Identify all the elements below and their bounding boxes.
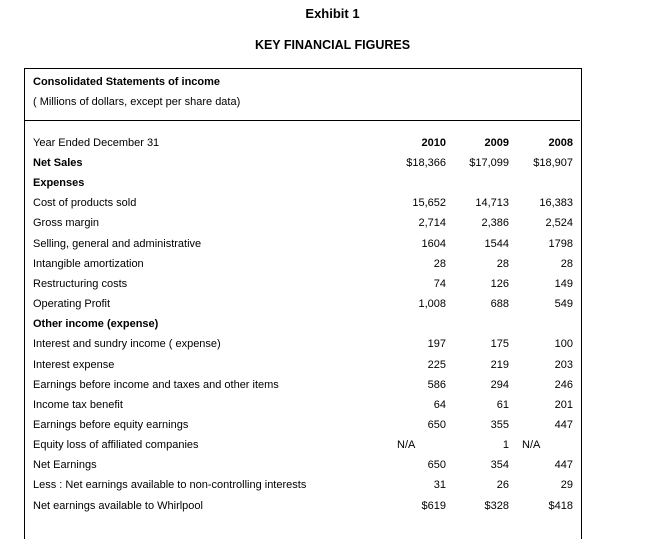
value-2009: 688 xyxy=(490,298,509,311)
table-row xyxy=(33,419,578,439)
value-2009: 219 xyxy=(490,358,509,371)
row-label: Earnings before equity earnings xyxy=(33,418,189,431)
value-2008: $418 xyxy=(548,499,573,512)
table-row xyxy=(33,177,578,197)
table-row xyxy=(33,217,578,237)
row-label: Other income (expense) xyxy=(33,318,159,331)
value-2010: 586 xyxy=(427,378,446,391)
value-2008: 149 xyxy=(554,277,573,290)
value-2008: $18,907 xyxy=(533,157,573,169)
value-2009: 126 xyxy=(490,277,509,290)
value-2009: 1544 xyxy=(484,237,509,250)
value-2010: 64 xyxy=(433,398,446,411)
row-label: Income tax benefit xyxy=(33,398,123,411)
statement-title: Consolidated Statements of income xyxy=(33,76,221,88)
value-2008: 28 xyxy=(560,257,573,270)
value-2009: 294 xyxy=(490,378,509,391)
value-2009: 14,713 xyxy=(475,197,509,210)
value-2009: $328 xyxy=(484,499,509,512)
value-2010: 15,652 xyxy=(412,197,446,210)
row-label: Interest and sundry income ( expense) xyxy=(33,338,221,351)
report-title: KEY FINANCIAL FIGURES xyxy=(254,38,411,52)
row-label: Less : Net earnings available to non-controlling interests xyxy=(33,479,307,492)
table-row xyxy=(33,157,578,177)
value-2010: $619 xyxy=(421,499,446,512)
value-2009: 26 xyxy=(496,479,509,492)
value-2008: 246 xyxy=(554,378,573,391)
value-2008: 203 xyxy=(554,358,573,371)
value-2009: 354 xyxy=(490,459,509,472)
value-2008: N/A xyxy=(522,439,541,452)
row-label: Cost of products sold xyxy=(33,197,137,210)
year-2009: 2009 xyxy=(484,137,509,149)
table-row xyxy=(33,258,578,278)
table-row xyxy=(33,459,578,479)
value-2010: 74 xyxy=(433,277,446,290)
value-2010: 650 xyxy=(427,459,446,472)
value-2009: 175 xyxy=(490,338,509,351)
value-2010: 225 xyxy=(427,358,446,371)
year-header-row xyxy=(33,137,578,157)
value-2010: $18,366 xyxy=(406,157,446,169)
value-2008: 549 xyxy=(554,298,573,311)
row-label: Intangible amortization xyxy=(33,257,144,270)
table-row xyxy=(33,479,578,499)
value-2009: 2,386 xyxy=(481,217,509,230)
value-2009: 28 xyxy=(496,257,509,270)
table-row xyxy=(33,238,578,258)
row-label: Gross margin xyxy=(33,217,100,230)
value-2010: 650 xyxy=(427,418,446,431)
table-row xyxy=(33,298,578,318)
value-2010: 31 xyxy=(433,479,446,492)
table-row xyxy=(33,379,578,399)
row-label: Interest expense xyxy=(33,358,115,371)
row-label: Selling, general and administrative xyxy=(33,237,202,250)
value-2008: 201 xyxy=(554,398,573,411)
table-row xyxy=(33,500,578,520)
value-2008: 447 xyxy=(554,459,573,472)
value-2010: 197 xyxy=(427,338,446,351)
table-row xyxy=(33,359,578,379)
table-row xyxy=(33,399,578,419)
row-label: Net Sales xyxy=(33,157,83,169)
row-label: Equity loss of affiliated companies xyxy=(33,439,199,452)
year-2010: 2010 xyxy=(421,137,446,149)
statement-subtitle: ( Millions of dollars, except per share data) xyxy=(33,96,241,108)
value-2010: 2,714 xyxy=(418,217,446,230)
year-label: Year Ended December 31 xyxy=(33,137,160,149)
value-2010: N/A xyxy=(397,439,416,452)
table-row xyxy=(33,439,578,459)
table-row xyxy=(33,318,578,338)
exhibit-title: Exhibit 1 xyxy=(305,6,360,21)
value-2008: 29 xyxy=(560,479,573,492)
table-row xyxy=(33,197,578,217)
value-2009: $17,099 xyxy=(469,157,509,169)
value-2008: 1798 xyxy=(548,237,573,250)
table-row xyxy=(33,338,578,358)
value-2010: 28 xyxy=(433,257,446,270)
year-2008: 2008 xyxy=(548,137,573,149)
row-label: Net Earnings xyxy=(33,459,97,472)
value-2008: 16,383 xyxy=(539,197,573,210)
value-2009: 61 xyxy=(496,398,509,411)
row-label: Earnings before income and taxes and other items xyxy=(33,378,279,391)
row-label: Net earnings available to Whirlpool xyxy=(33,499,203,512)
row-label: Operating Profit xyxy=(33,298,111,311)
value-2008: 447 xyxy=(554,418,573,431)
table-row xyxy=(33,278,578,298)
value-2009: 1 xyxy=(502,439,509,452)
row-label: Restructuring costs xyxy=(33,277,128,290)
value-2010: 1,008 xyxy=(418,298,446,311)
value-2008: 100 xyxy=(554,338,573,351)
row-label: Expenses xyxy=(33,177,85,190)
value-2010: 1604 xyxy=(421,237,446,250)
value-2008: 2,524 xyxy=(545,217,573,230)
value-2009: 355 xyxy=(490,418,509,431)
